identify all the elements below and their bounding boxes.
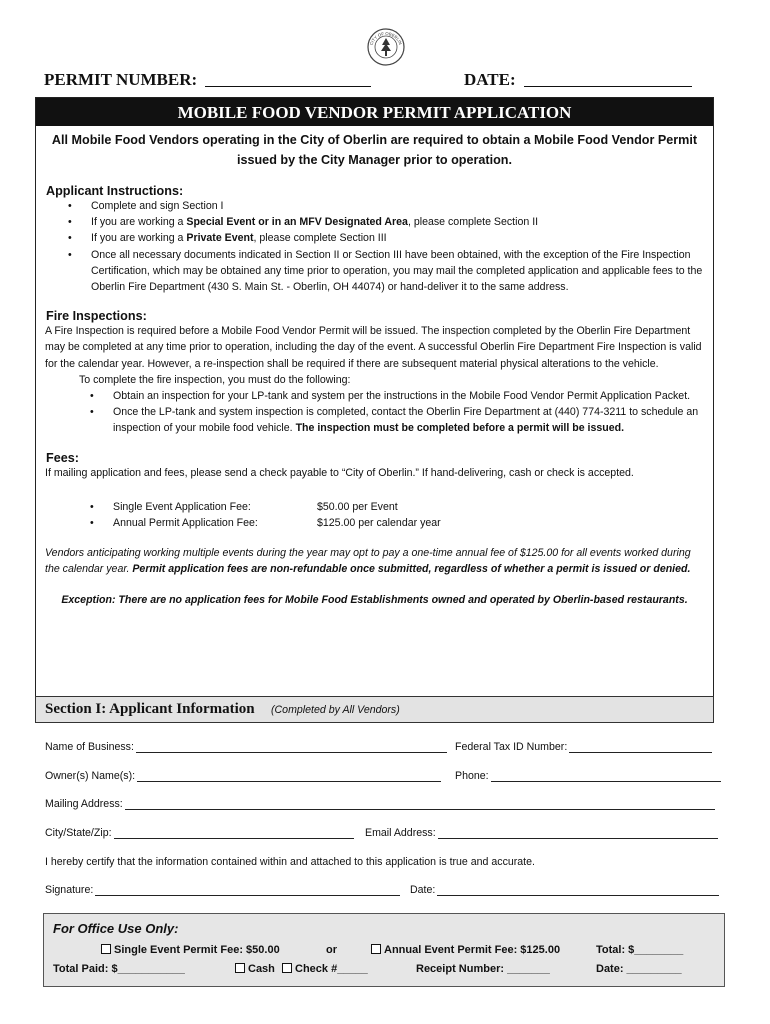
email-field: Email Address:: [365, 827, 720, 839]
permit-number-label: PERMIT NUMBER:: [44, 70, 198, 89]
city-field: City/State/Zip:: [45, 827, 356, 839]
list-item: • Obtain an inspection for your LP-tank and system per the instructions in the Mobile Food Vendor Permit Application Packet.: [113, 388, 705, 404]
date-label: DATE:: [464, 70, 516, 89]
phone-field: Phone:: [455, 770, 723, 782]
sign-date-field: Date:: [410, 884, 721, 896]
fire-lead: To complete the fire inspection, you must do the following:: [79, 373, 351, 386]
section1-title: Section I: Applicant Information: [45, 701, 255, 717]
fees-note: Vendors anticipating working multiple events during the year may opt to pay a one-time annual fee of $125.00 for all events worked during the calendar year. Permit application fees are non-refundable once submitted, regardless of whether a permit is issued or denied.: [45, 547, 691, 576]
fees-exception: Exception: There are no application fees for Mobile Food Establishments owned and operated by Oberlin-based restaurants.: [61, 593, 688, 606]
instructions-list: [91, 198, 705, 295]
owners-input[interactable]: [137, 770, 441, 782]
intro-text: All Mobile Food Vendors operating in the City of Oberlin are required to obtain a Mobile Food Vendor Permit issued by the City Manager prior to operation.: [51, 133, 698, 167]
fees-paragraph: If mailing application and fees, please send a check payable to “City of Oberlin.” If hand-delivering, cash or check is accepted.: [45, 466, 634, 479]
fire-paragraph: A Fire Inspection is required before a Mobile Food Vendor Permit will be issued. The inspection completed by the Oberlin Fire Department may be completed at any time prior to operation, including the day of the event. A successful Oberlin Fire Department Fire Inspection is valid for the calendar year. However, a re-inspection shall be required if there are subsequent material physical alterations to the vehicle.: [45, 325, 702, 370]
date-field[interactable]: [524, 72, 692, 87]
business-field: Name of Business:: [45, 741, 449, 753]
section1-subtitle: (Completed by All Vendors): [271, 704, 400, 716]
permit-number-field[interactable]: [205, 72, 371, 87]
city-seal-logo: [366, 27, 406, 67]
tax-id-input[interactable]: [569, 741, 712, 753]
fire-heading: Fire Inspections:: [46, 309, 147, 324]
permit-number-row: [44, 70, 371, 90]
office-annual-fee: Annual Event Permit Fee: $125.00: [371, 944, 560, 956]
sign-date-input[interactable]: [437, 884, 719, 896]
list-item: • Once all necessary documents indicated in Section II or Section III have been obtained, with the exception of the Fire Inspection Certification, which may be obtained any time prior to operation, you may mail the completed application and applicable fees to the Oberlin Fire Department (430 S. Main St. - Oberlin, OH 44074) or hand-deliver it to the same address.: [91, 247, 705, 296]
list-item: • Complete and sign Section I: [91, 198, 705, 214]
fees-list: [113, 499, 713, 531]
email-input[interactable]: [438, 827, 718, 839]
city-input[interactable]: [114, 827, 354, 839]
office-cash: Cash: [235, 963, 275, 975]
office-check: Check #_____: [282, 963, 368, 975]
mailing-input[interactable]: [125, 798, 715, 810]
list-item: • Once the LP-tank and system inspection is completed, contact the Oberlin Fire Department at (440) 774-3211 to schedule an inspection of your mobile food vehicle. The inspection must be completed before a permit will be issued.: [113, 404, 705, 436]
office-title: For Office Use Only:: [53, 921, 179, 936]
office-use-box: [43, 913, 725, 987]
office-receipt: Receipt Number: _______: [416, 963, 550, 975]
annual-fee-checkbox[interactable]: [371, 944, 381, 954]
section1-bar: [35, 696, 714, 723]
fire-list: [113, 388, 705, 437]
office-or: or: [326, 944, 337, 956]
mailing-field: Mailing Address:: [45, 798, 717, 810]
tax-id-field: Federal Tax ID Number:: [455, 741, 714, 753]
cash-checkbox[interactable]: [235, 963, 245, 973]
office-single-fee: Single Event Permit Fee: $50.00: [101, 944, 280, 956]
date-row: [464, 70, 692, 90]
signature-field: Signature:: [45, 884, 402, 896]
list-item: • If you are working a Private Event, please complete Section III: [91, 230, 705, 246]
business-input[interactable]: [136, 741, 447, 753]
instructions-heading: Applicant Instructions:: [46, 184, 184, 198]
office-date: Date: _________: [596, 963, 682, 975]
application-info-box: [35, 97, 714, 723]
form-title: MOBILE FOOD VENDOR PERMIT APPLICATION: [36, 98, 713, 126]
office-total-paid: Total Paid: $___________: [53, 963, 185, 975]
list-item: • Annual Permit Application Fee: $125.00 per calendar year: [113, 515, 713, 531]
phone-input[interactable]: [491, 770, 721, 782]
list-item: • Single Event Application Fee: $50.00 per Event: [113, 499, 713, 515]
certify-text: I hereby certify that the information contained within and attached to this application is true and accurate.: [45, 856, 535, 868]
single-fee-checkbox[interactable]: [101, 944, 111, 954]
list-item: • If you are working a Special Event or in an MFV Designated Area, please complete Section II: [91, 214, 705, 230]
check-checkbox[interactable]: [282, 963, 292, 973]
owners-field: Owner(s) Name(s):: [45, 770, 443, 782]
svg-text:CITY OF OBERLIN: CITY OF OBERLIN: [368, 30, 404, 46]
fees-heading: Fees:: [46, 450, 79, 465]
office-total: Total: $________: [596, 944, 684, 956]
signature-input[interactable]: [95, 884, 400, 896]
